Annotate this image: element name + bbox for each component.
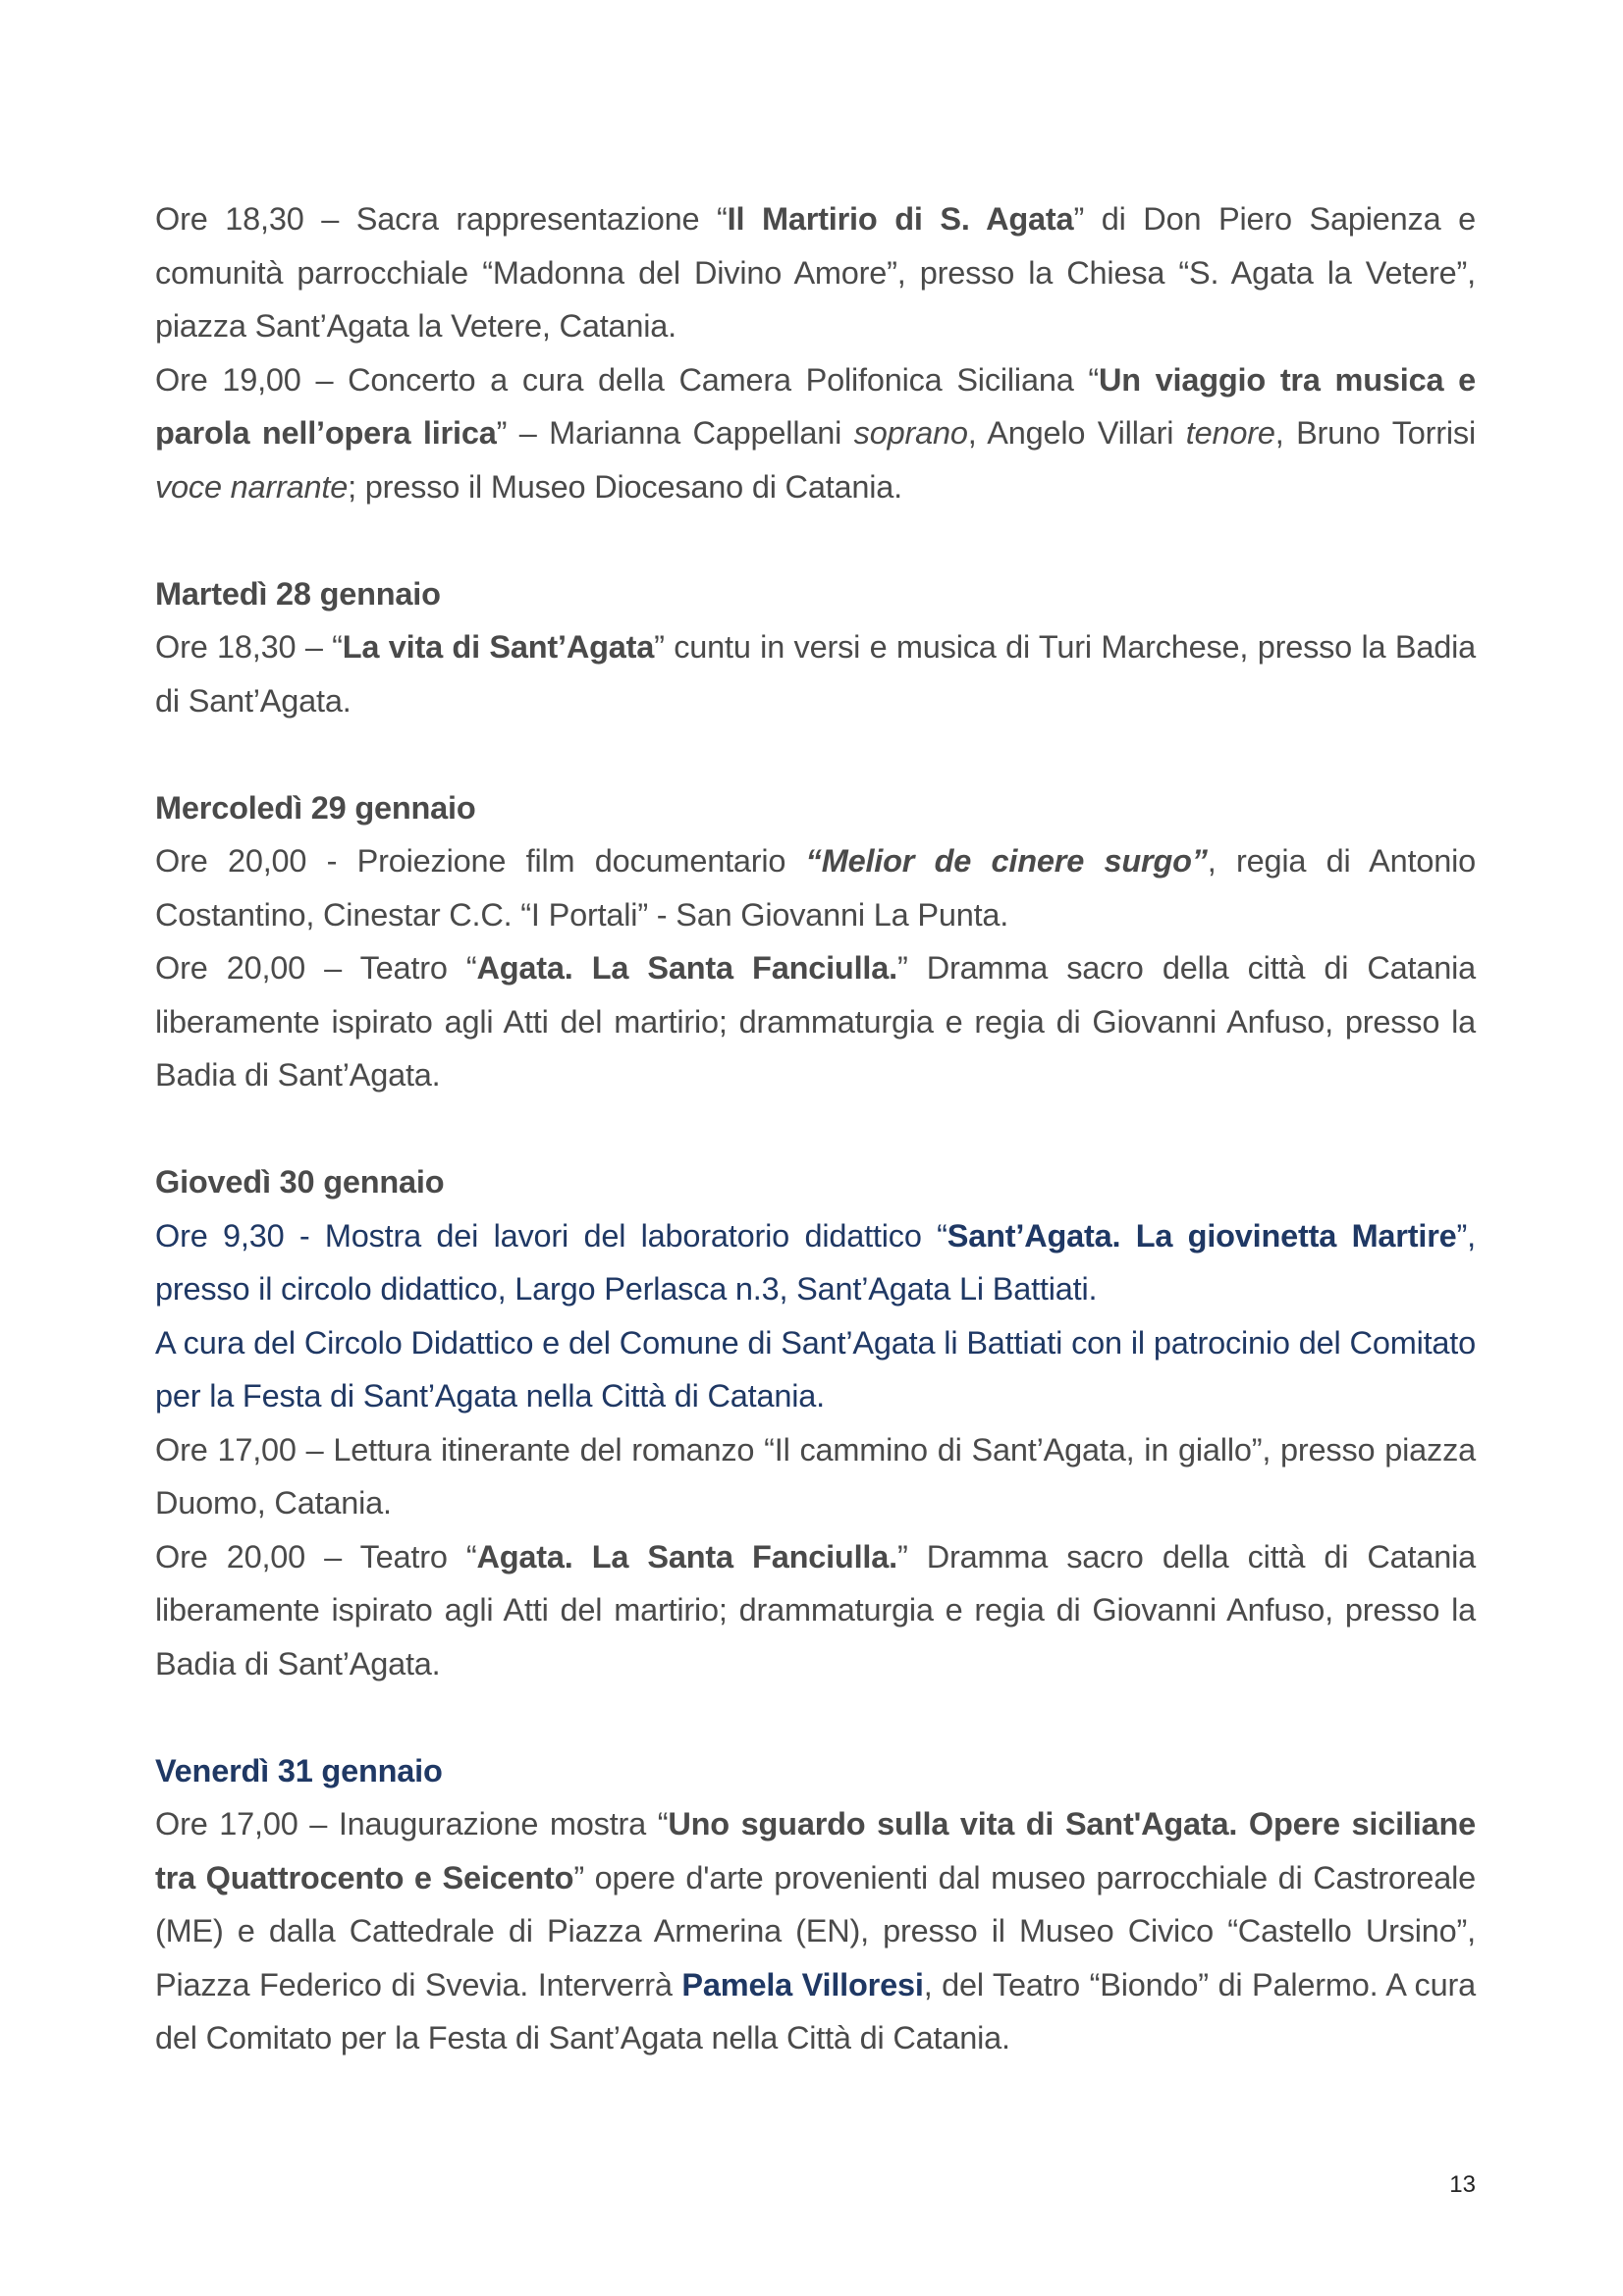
day-heading-mercoledi: Mercoledì 29 gennaio (155, 789, 476, 826)
event-title: Uno sguardo sulla vita di Sant'Agata. Opere siciliane tra Quattrocento e Seicento (155, 1806, 1476, 1896)
event-title: Agata. La Santa Fanciulla. (476, 1538, 897, 1575)
day-heading-martedi: Martedì 28 gennaio (155, 575, 441, 612)
event-patrocinio-note: A cura del Circolo Didattico e del Comune di Sant’Agata li Battiati con il patrocinio del Comitato per la Festa di Sant’Agata nella Città di Catania. (155, 1324, 1476, 1414)
day-heading-giovedi: Giovedì 30 gennaio (155, 1164, 445, 1200)
guest-name: Pamela Villoresi (681, 1966, 924, 2002)
event-title: Il Martirio di S. Agata (727, 201, 1074, 237)
event-teatro: Ore 20,00 – Teatro “Agata. La Santa Fanciulla.” Dramma sacro della città di Catania liberamente ispirato agli Atti del martirio; drammaturgia e regia di Giovanni Anfuso, presso la Badia di Sant’Agata. (155, 950, 1477, 1093)
event-film: Ore 20,00 - Proiezione film documentario “Melior de cinere surgo”, regia di Antonio Costantino, Cinestar C.C. “I Portali” - San Giovanni La Punta. (155, 843, 1476, 933)
event-title: Sant’Agata. La giovinetta Martire (947, 1217, 1457, 1254)
document-body (155, 192, 1476, 2065)
event-la-vita: Ore 18,30 – “La vita di Sant’Agata” cuntu in versi e musica di Turi Marchese, presso la Badia di Sant’Agata. (155, 629, 1476, 719)
event-inaugurazione-mostra: Ore 17,00 – Inaugurazione mostra “Uno sguardo sulla vita di Sant'Agata. Opere siciliane tra Quattrocento e Seicento” opere d'arte provenienti dal museo parrocchiale di Castroreale (ME) e dalla Cattedrale di Piazza Armerina (EN), presso il Museo Civico “Castello Ursino”, Piazza Federico di Svevia. Interverrà Pamela Villoresi, del Teatro “Biondo” di Palermo. A cura del Comitato per la Festa di Sant’Agata nella Città di Catania. (155, 1806, 1476, 2056)
event-sacra-rappresentazione: Ore 18,30 – Sacra rappresentazione “Il Martirio di S. Agata” di Don Piero Sapienza e comunità parrocchiale “Madonna del Divino Amore”, presso la Chiesa “S. Agata la Vetere”, piazza Sant’Agata la Vetere, Catania. (155, 201, 1477, 344)
event-title: “Melior de cinere surgo” (805, 843, 1208, 879)
event-concerto: Ore 19,00 – Concerto a cura della Camera Polifonica Siciliana “Un viaggio tra musica e parola nell’opera lirica” – Marianna Cappellani soprano, Angelo Villari tenore, Bruno Torrisi voce narrante; presso il Museo Diocesano di Catania. (155, 361, 1477, 505)
event-teatro: Ore 20,00 – Teatro “Agata. La Santa Fanciulla.” Dramma sacro della città di Catania liberamente ispirato agli Atti del martirio; drammaturgia e regia di Giovanni Anfuso, presso la Badia di Sant’Agata. (155, 1538, 1477, 1682)
page-number: 13 (1449, 2171, 1476, 2198)
day-heading-venerdi: Venerdì 31 gennaio (155, 1752, 443, 1789)
event-title: Agata. La Santa Fanciulla. (476, 950, 897, 986)
event-title: La vita di Sant’Agata (342, 629, 655, 665)
event-title: Un viaggio tra musica e parola nell’opera lirica (155, 361, 1476, 451)
event-lettura: Ore 17,00 – Lettura itinerante del romanzo “Il cammino di Sant’Agata, in giallo”, presso piazza Duomo, Catania. (155, 1431, 1476, 1521)
event-mostra-lavori: Ore 9,30 - Mostra dei lavori del laboratorio didattico “Sant’Agata. La giovinetta Martire”, presso il circolo didattico, Largo Perlasca n.3, Sant’Agata Li Battiati. (155, 1217, 1476, 1307)
